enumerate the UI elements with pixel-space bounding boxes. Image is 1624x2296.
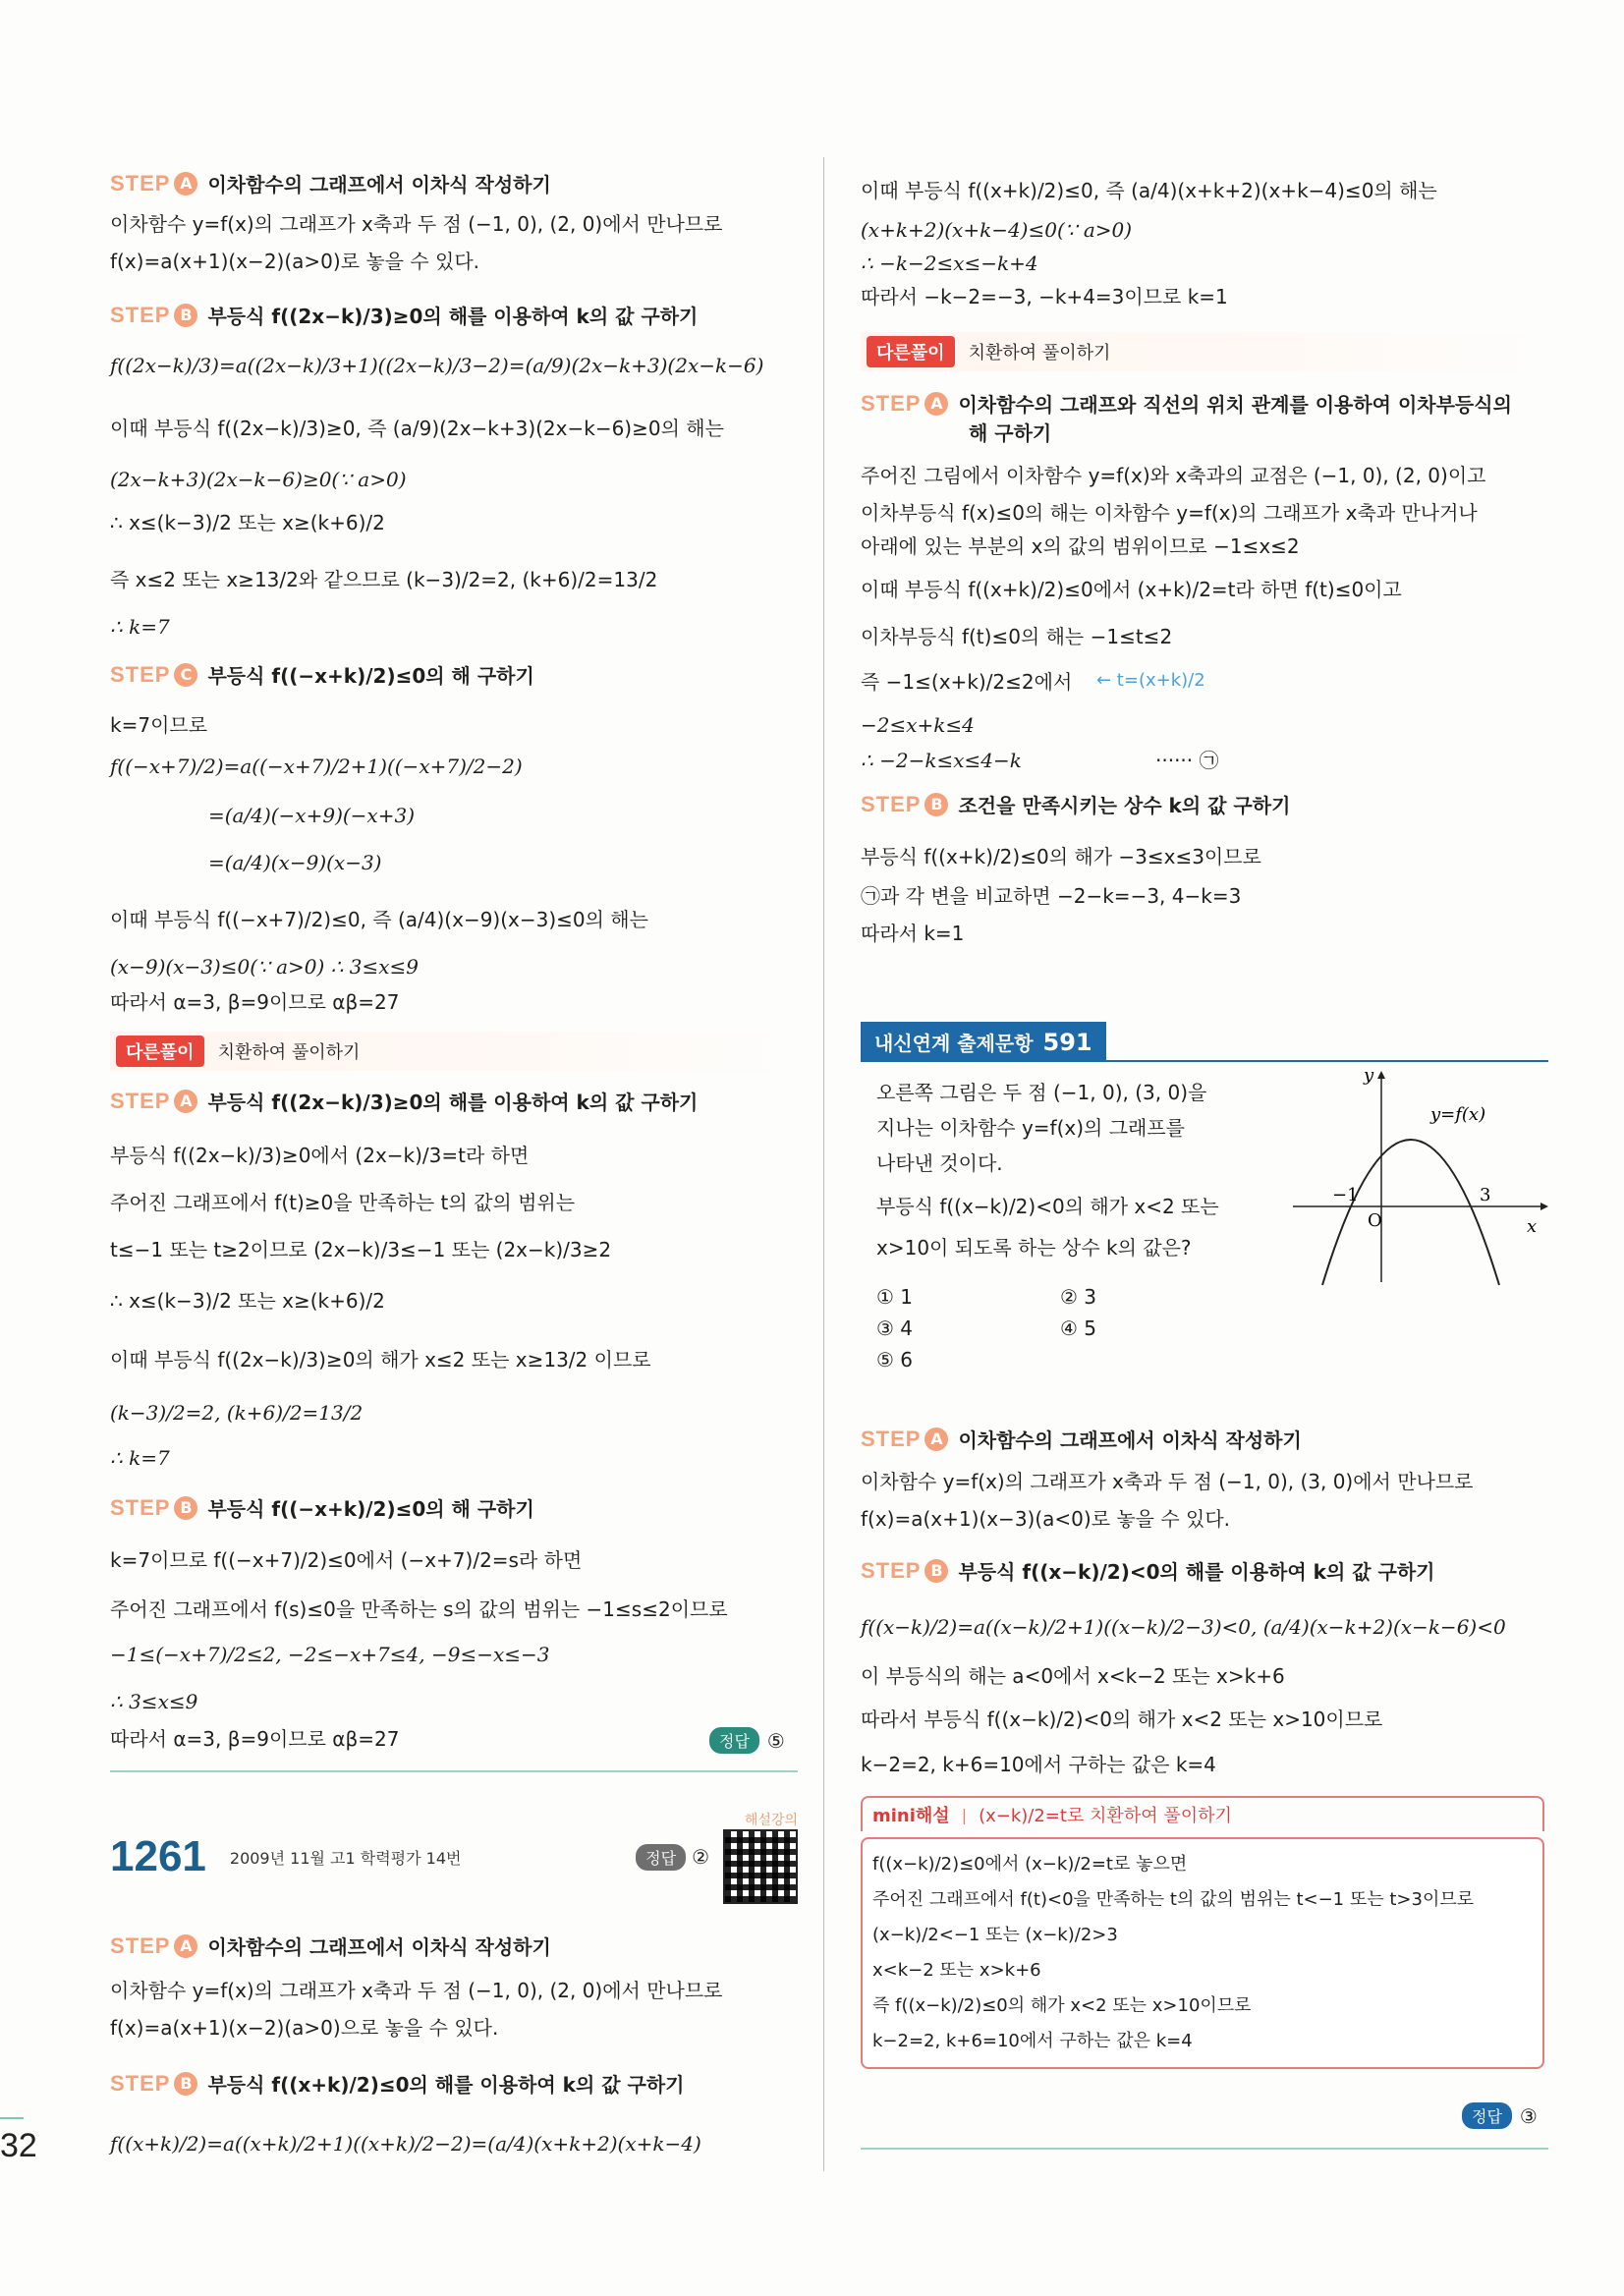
math-line: ∴ −2−k≤x≤4−k — [861, 749, 1022, 772]
mini-line: (x−k)/2<−1 또는 (x−k)/2>3 — [872, 1925, 1118, 1945]
question-line: 지나는 이차함수 y=f(x)의 그래프를 — [876, 1116, 1185, 1140]
question-line: 오른쪽 그림은 두 점 (−1, 0), (3, 0)을 — [876, 1081, 1207, 1104]
step-title: 이차함수의 그래프에서 이차식 작성하기 — [207, 1935, 551, 1959]
step-tag: STEP — [110, 1494, 171, 1520]
choice-5[interactable]: ⑤ 6 — [876, 1348, 914, 1372]
math-line: f((2x−k)/3)=a((2x−k)/3+1)((2x−k)/3−2)=(a/9)(2x−k+3)(2x−k−6) — [110, 354, 764, 377]
step-badge: A — [924, 392, 948, 416]
math-line: −1≤(−x+7)/2≤2, −2≤−x+7≤4, −9≤−x≤−3 — [110, 1643, 550, 1666]
step-badge: B — [924, 793, 948, 816]
alt-badge: 다른풀이 — [116, 1036, 204, 1067]
naeshin-label: 내신연계 출제문항 — [874, 1032, 1034, 1055]
text-line: ∴ x≤(k−3)/2 또는 x≥(k+6)/2 — [110, 1289, 385, 1313]
text-line: 아래에 있는 부분의 x의 값의 범위이므로 −1≤x≤2 — [861, 534, 1300, 558]
question-line: x>10이 되도록 하는 상수 k의 값은? — [876, 1236, 1192, 1260]
choice-2[interactable]: ② 3 — [1060, 1285, 1097, 1309]
text-line: k=7이므로 — [110, 713, 208, 737]
step-a-heading — [861, 1425, 1302, 1453]
text-line: 이차부등식 f(x)≤0의 해는 이차함수 y=f(x)의 그래프가 x축과 만나거나 — [861, 501, 1478, 525]
answer-3 — [1462, 2102, 1538, 2129]
y-axis-arrow-icon — [1377, 1071, 1385, 1079]
naeshin-header — [861, 1022, 1548, 1062]
step-tag: STEP — [861, 1426, 922, 1451]
math-line: −2≤x+k≤4 — [861, 713, 975, 737]
math-line: ∴ k=7 — [110, 1446, 170, 1470]
step-tag: STEP — [110, 1932, 171, 1958]
step-a-heading — [110, 169, 551, 197]
step-b-heading — [861, 790, 1290, 818]
step-tag: STEP — [110, 2070, 171, 2096]
step-title: 부등식 f((x−k)/2)<0의 해를 이용하여 k의 값 구하기 — [958, 1560, 1435, 1584]
step-b-heading — [110, 1493, 534, 1522]
text-line: 이차함수 y=f(x)의 그래프가 x축과 두 점 (−1, 0), (2, 0)에서 만나므로 — [110, 1979, 723, 2002]
text-line: k=7이므로 f((−x+7)/2)≤0에서 (−x+7)/2=s라 하면 — [110, 1548, 583, 1572]
step-title: 부등식 f((−x+k)/2)≤0의 해 구하기 — [207, 664, 534, 688]
step-badge: A — [174, 172, 197, 196]
text-line: 이때 부등식 f((−x+7)/2)≤0, 즉 (a/4)(x−9)(x−3)≤0의 해는 — [110, 908, 648, 931]
text-line: ∴ x≤(k−3)/2 또는 x≥(k+6)/2 — [110, 511, 385, 534]
text-line: 부등식 f((x+k)/2)≤0의 해가 −3≤x≤3이므로 — [861, 845, 1261, 868]
step-tag: STEP — [861, 791, 922, 816]
alt-solution-header — [861, 332, 1550, 371]
text-line: 이 부등식의 해는 a<0에서 x<k−2 또는 x>k+6 — [861, 1664, 1285, 1688]
step-b-heading — [861, 1556, 1434, 1585]
alt-solution-header — [110, 1032, 800, 1071]
text-line: 따라서 α=3, β=9이므로 αβ=27 — [110, 1727, 400, 1751]
mini-line: x<k−2 또는 x>k+6 — [872, 1960, 1041, 1981]
math-line: ∴ 3≤x≤9 — [110, 1690, 198, 1713]
step-title: 이차함수의 그래프에서 이차식 작성하기 — [958, 1428, 1302, 1452]
answer-value: ③ — [1519, 2103, 1538, 2128]
mini-header — [861, 1796, 1544, 1831]
page-number: 32 — [0, 2127, 37, 2164]
mini-separator: | — [961, 1805, 968, 1824]
text-line: 이때 부등식 f((x+k)/2)≤0에서 (x+k)/2=t라 하면 f(t)≤0이고 — [861, 578, 1402, 601]
answer-value: ② — [692, 1845, 709, 1869]
mini-box — [861, 1837, 1544, 2069]
step-c-heading — [110, 660, 534, 689]
problem-header-1261 — [110, 1810, 798, 1904]
text-line: 즉 −1≤(x+k)/2≤2에서 — [861, 670, 1073, 694]
step-title: 부등식 f((x+k)/2)≤0의 해를 이용하여 k의 값 구하기 — [207, 2073, 685, 2097]
text-line: t≤−1 또는 t≥2이므로 (2x−k)/3≤−1 또는 (2x−k)/3≥2 — [110, 1238, 612, 1261]
right-root-label: 3 — [1480, 1185, 1491, 1205]
mini-badge: mini해설 — [872, 1806, 950, 1826]
alt-badge: 다른풀이 — [867, 336, 955, 367]
step-title: 이차함수의 그래프에서 이차식 작성하기 — [207, 173, 551, 196]
step-a-heading — [861, 389, 1512, 418]
step-a-heading — [110, 1932, 551, 1960]
mini-line: 주어진 그래프에서 f(t)<0을 만족하는 t의 값의 범위는 t<−1 또는 t>3이므로 — [872, 1889, 1475, 1910]
math-line: (2x−k+3)(2x−k−6)≥0(∵ a>0) — [110, 468, 407, 491]
alt-title: 치환하여 풀이하기 — [217, 1042, 361, 1063]
y-axis-label: y — [1364, 1065, 1374, 1086]
step-badge: B — [174, 304, 197, 327]
step-b-heading — [110, 2069, 684, 2098]
math-line: =(a/4)(−x+9)(−x+3) — [208, 804, 415, 827]
step-title: 부등식 f((−x+k)/2)≤0의 해 구하기 — [207, 1497, 534, 1521]
step-title: 이차함수의 그래프와 직선의 위치 관계를 이용하여 이차부등식의 — [958, 393, 1512, 417]
text-line: f(x)=a(x+1)(x−2)(a>0)으로 놓을 수 있다. — [110, 2016, 499, 2040]
step-badge: B — [174, 2072, 197, 2096]
answer-value: ⑤ — [766, 1728, 785, 1753]
answer-1 — [709, 1727, 785, 1754]
step-title: 조건을 만족시키는 상수 k의 값 구하기 — [958, 794, 1291, 817]
qr-block — [723, 1810, 798, 1904]
curve-label: y=f(x) — [1430, 1104, 1486, 1125]
question-line: 부등식 f((x−k)/2)<0의 해가 x<2 또는 — [876, 1195, 1219, 1218]
choice-3[interactable]: ③ 4 — [876, 1316, 914, 1340]
mini-title: (x−k)/2=t로 치환하여 풀이하기 — [979, 1806, 1232, 1826]
answer-label: 정답 — [636, 1844, 686, 1871]
step-badge: A — [924, 1428, 948, 1451]
math-line: ∴ k=7 — [110, 615, 170, 639]
text-line: 이차함수 y=f(x)의 그래프가 x축과 두 점 (−1, 0), (3, 0)에서 만나므로 — [861, 1470, 1474, 1493]
problem-number: 1261 — [110, 1832, 206, 1880]
math-line: ∴ −k−2≤x≤−k+4 — [861, 252, 1038, 275]
step-title-cont: 해 구하기 — [969, 421, 1052, 445]
text-line: 주어진 그래프에서 f(t)≥0을 만족하는 t의 값의 범위는 — [110, 1191, 576, 1214]
math-line: =(a/4)(x−9)(x−3) — [208, 851, 382, 874]
step-title: 부등식 f((2x−k)/3)≥0의 해를 이용하여 k의 값 구하기 — [207, 1091, 699, 1114]
math-line: f((x+k)/2)=a((x+k)/2+1)((x+k)/2−2)=(a/4)(x+k+2)(x+k−4) — [110, 2132, 701, 2156]
left-root-label: −1 — [1332, 1185, 1359, 1205]
answer-label: 정답 — [709, 1727, 759, 1754]
step-badge: B — [924, 1559, 948, 1583]
text-line: 주어진 그림에서 이차함수 y=f(x)와 x축과의 교점은 (−1, 0), (2, 0)이고 — [861, 464, 1486, 487]
text-line: 이때 부등식 f((x+k)/2)≤0, 즉 (a/4)(x+k+2)(x+k−4)≤0의 해는 — [861, 179, 1437, 202]
page-edge-bar — [0, 2117, 24, 2119]
text-line: 따라서 α=3, β=9이므로 αβ=27 — [110, 990, 400, 1014]
text-line: 이차함수 y=f(x)의 그래프가 x축과 두 점 (−1, 0), (2, 0)에서 만나므로 — [110, 212, 723, 236]
text-line: f(x)=a(x+1)(x−3)(a<0)로 놓을 수 있다. — [861, 1507, 1231, 1531]
step-badge: B — [174, 1496, 197, 1520]
qr-label: 해설강의 — [744, 1813, 798, 1828]
text-line: ㉠과 각 변을 비교하면 −2−k=−3, 4−k=3 — [861, 884, 1242, 908]
text-line: 주어진 그래프에서 f(s)≤0을 만족하는 s의 값의 범위는 −1≤s≤2이므로 — [110, 1597, 728, 1621]
step-title: 부등식 f((2x−k)/3)≥0의 해를 이용하여 k의 값 구하기 — [207, 305, 699, 328]
text-line: k−2=2, k+6=10에서 구하는 값은 k=4 — [861, 1753, 1216, 1776]
choice-4[interactable]: ④ 5 — [1060, 1316, 1097, 1340]
qr-code-icon[interactable] — [723, 1829, 798, 1904]
text-line: f(x)=a(x+1)(x−2)(a>0)로 놓을 수 있다. — [110, 250, 480, 273]
math-line: f((x−k)/2)=a((x−k)/2+1)((x−k)/2−3)<0, (a/4)(x−k+2)(x−k−6)<0 — [861, 1615, 1506, 1639]
mini-line: f((x−k)/2)≤0에서 (x−k)/2=t로 놓으면 — [872, 1854, 1188, 1875]
parabola-graph — [1283, 1061, 1548, 1287]
step-tag: STEP — [110, 302, 171, 327]
problem-source: 2009년 11월 고1 학력평가 14번 — [229, 1848, 462, 1868]
step-tag: STEP — [110, 661, 171, 687]
naeshin-badge — [861, 1022, 1106, 1062]
section-rule — [110, 1770, 798, 1772]
column-divider — [823, 157, 824, 2171]
text-line: 즉 x≤2 또는 x≥13/2와 같으므로 (k−3)/2=2, (k+6)/2=13/2 — [110, 568, 658, 591]
choice-1[interactable]: ① 1 — [876, 1285, 914, 1309]
equation-marker: ······ ㉠ — [1155, 749, 1219, 772]
parabola-curve — [1322, 1140, 1499, 1285]
math-line: (x−9)(x−3)≤0(∵ a>0) ∴ 3≤x≤9 — [110, 955, 419, 979]
text-line: 이때 부등식 f((2x−k)/3)≥0의 해가 x≤2 또는 x≥13/2 이므로 — [110, 1348, 651, 1372]
mini-line: 즉 f((x−k)/2)≤0의 해가 x<2 또는 x>10이므로 — [872, 1995, 1252, 2016]
step-badge: C — [174, 663, 197, 687]
text-line: 따라서 −k−2=−3, −k+4=3이므로 k=1 — [861, 285, 1228, 308]
alt-title: 치환하여 풀이하기 — [968, 343, 1111, 364]
text-line: 부등식 f((2x−k)/3)≥0에서 (2x−k)/3=t라 하면 — [110, 1144, 530, 1167]
step-tag: STEP — [861, 390, 922, 416]
question-line: 나타낸 것이다. — [876, 1151, 1003, 1175]
step-tag: STEP — [110, 170, 171, 196]
mini-line: k−2=2, k+6=10에서 구하는 값은 k=4 — [872, 2031, 1193, 2051]
text-line: 이차부등식 f(t)≤0의 해는 −1≤t≤2 — [861, 625, 1173, 648]
choices — [876, 1285, 1230, 1372]
step-tag: STEP — [110, 1088, 171, 1113]
x-axis-arrow-icon — [1540, 1203, 1548, 1210]
math-line: (k−3)/2=2, (k+6)/2=13/2 — [110, 1401, 364, 1425]
math-line: f((−x+7)/2)=a((−x+7)/2+1)((−x+7)/2−2) — [110, 755, 523, 778]
text-line: 이때 부등식 f((2x−k)/3)≥0, 즉 (a/9)(2x−k+3)(2x−k−6)≥0의 해는 — [110, 417, 724, 440]
step-tag: STEP — [861, 1557, 922, 1583]
section-rule — [861, 2148, 1548, 2150]
step-a-heading — [110, 1087, 698, 1115]
origin-label: O — [1368, 1210, 1382, 1231]
answer-label: 정답 — [1462, 2102, 1512, 2129]
math-line: (x+k+2)(x+k−4)≤0(∵ a>0) — [861, 218, 1133, 242]
text-line: 따라서 k=1 — [861, 922, 965, 945]
substitution-note: ← t=(x+k)/2 — [1096, 670, 1205, 691]
answer-2 — [636, 1844, 709, 1871]
step-badge: A — [174, 1934, 197, 1958]
x-axis-label: x — [1527, 1216, 1538, 1237]
step-badge: A — [174, 1090, 197, 1113]
mini-solution — [861, 1796, 1544, 2069]
step-b-heading — [110, 301, 698, 329]
text-line: 따라서 부등식 f((x−k)/2)<0의 해가 x<2 또는 x>10이므로 — [861, 1708, 1383, 1731]
naeshin-number: 591 — [1042, 1028, 1092, 1056]
